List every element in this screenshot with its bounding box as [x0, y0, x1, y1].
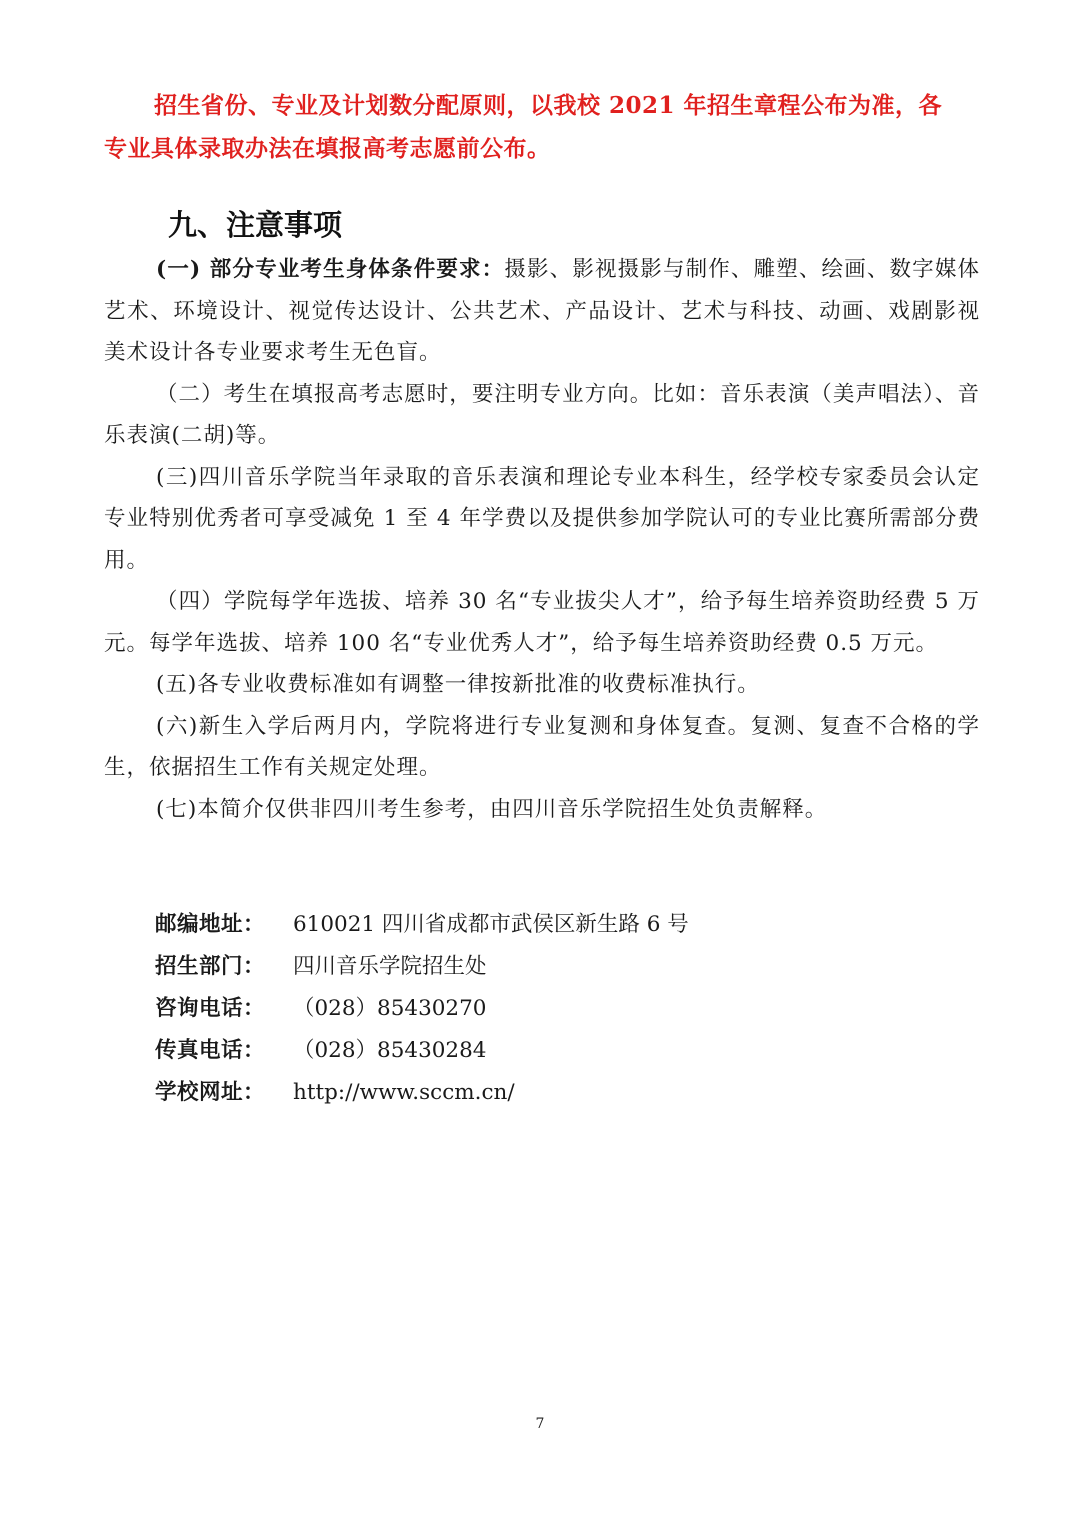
contact-department-row [155, 946, 855, 988]
note-item-7 [104, 789, 980, 831]
notice-line-1: 招生省份、专业及计划数分配原则，以我校 2021 年招生章程公布为准，各 [154, 92, 943, 119]
note-item-1-text: 摄影、影视摄影与制作、雕塑、绘画、数字媒体艺术、环境设计、视觉传达设计、公共艺术、产品设计、艺术与科技、动画、戏剧影视美术设计各专业要求考生无色盲。 [104, 257, 980, 365]
contact-website-link[interactable]: http://www.sccm.cn/ [293, 1080, 515, 1105]
notice-line-2: 专业具体录取办法在填报高考志愿前公布。 [104, 135, 551, 162]
note-item-2 [104, 374, 980, 457]
contact-fax-value: （028）85430284 [293, 1038, 487, 1063]
contact-phone-value: （028）85430270 [293, 996, 487, 1021]
contact-fax-label: 传真电话： [155, 1038, 266, 1063]
contact-department-value: 四川音乐学院招生处 [293, 954, 487, 979]
contact-department-label: 招生部门： [155, 954, 266, 979]
note-item-5-text: (五)各专业收费标准如有调整一律按新批准的收费标准执行。 [156, 672, 760, 697]
note-item-4-text: （四）学院每学年选拔、培养 30 名“专业拔尖人才”，给予每生培养资助经费 5 万元。每学年选拔、培养 100 名“专业优秀人才”，给予每生培养资助经费 0.5 万元。 [104, 589, 980, 656]
note-item-5 [104, 664, 980, 706]
notes-list [104, 249, 980, 830]
page-number: 7 [535, 1416, 545, 1432]
note-item-4 [104, 581, 980, 664]
note-item-6-text: (六)新生入学后两月内，学院将进行专业复测和身体复查。复测、复查不合格的学生，依据招生工作有关规定处理。 [104, 713, 980, 780]
note-item-6 [104, 706, 980, 789]
contact-fax-row [155, 1030, 855, 1072]
note-item-2-text: （二）考生在填报高考志愿时，要注明专业方向。比如：音乐表演（美声唱法）、音乐表演(二胡)等。 [104, 381, 980, 448]
admission-notice [104, 84, 980, 170]
contact-phone-row [155, 988, 855, 1030]
contact-phone-label: 咨询电话： [155, 996, 266, 1021]
contact-website-row [155, 1072, 855, 1114]
note-item-3 [104, 457, 980, 582]
note-item-7-text: (七)本简介仅供非四川考生参考，由四川音乐学院招生处负责解释。 [156, 796, 828, 822]
contact-website-label: 学校网址： [155, 1080, 266, 1105]
note-item-1-lead: (一) 部分专业考生身体条件要求： [156, 257, 505, 282]
note-item-1 [104, 249, 980, 374]
contact-address-row [155, 904, 855, 946]
section-heading: 九、注意事项 [168, 208, 343, 242]
note-item-3-text: (三)四川音乐学院当年录取的音乐表演和理论专业本科生，经学校专家委员会认定专业特别优秀者可享受减免 1 至 4 年学费以及提供参加学院认可的专业比赛所需部分费用。 [104, 464, 980, 573]
contact-info [155, 904, 855, 1114]
contact-address-label: 邮编地址： [155, 912, 266, 937]
contact-address-value: 610021 四川省成都市武侯区新生路 6 号 [293, 912, 689, 937]
